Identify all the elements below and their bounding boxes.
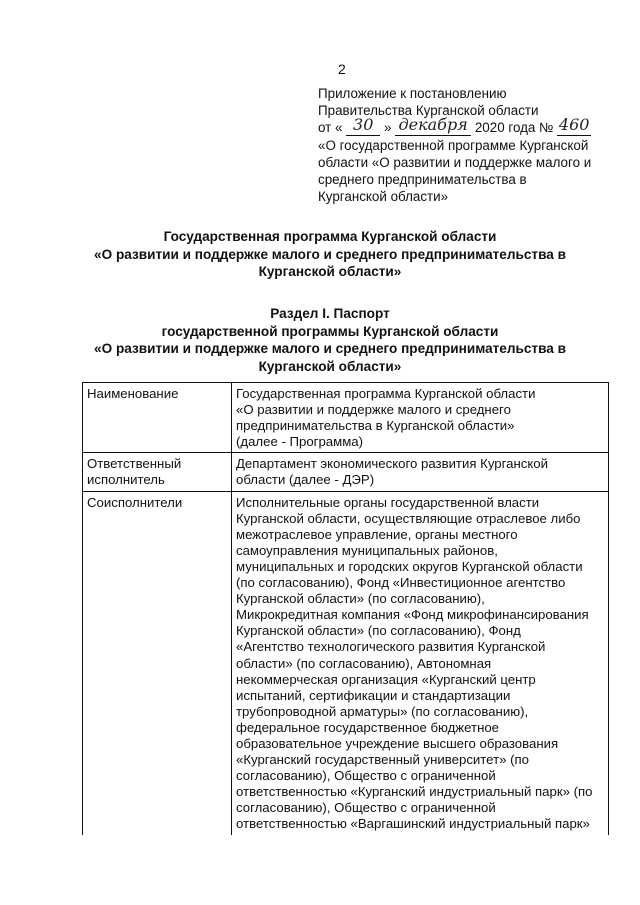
row-value-line: «Агентство технологического развития Курганской bbox=[236, 639, 546, 655]
appendix-line: среднего предпринимательства в bbox=[318, 172, 527, 188]
row-value-line: муниципальных и городских округов Курганской области bbox=[236, 558, 583, 574]
row-value-line: Курганской области, осуществляющие отраслевое либо bbox=[236, 510, 581, 526]
table-row bbox=[83, 491, 609, 834]
row-value-line: (по согласованию), Фонд «Инвестиционное агентство bbox=[236, 575, 566, 591]
table-row bbox=[83, 383, 609, 453]
row-value-line: межотраслевое управление, органы местного bbox=[236, 526, 518, 542]
appendix-line: Курганской области» bbox=[318, 189, 449, 205]
row-value-line: Курганской области» (по согласованию), Фонд bbox=[236, 623, 521, 639]
appendix-line: Приложение к постановлению bbox=[318, 86, 507, 101]
row-value bbox=[232, 491, 609, 834]
row-value bbox=[232, 383, 609, 453]
passport-table bbox=[82, 382, 609, 835]
title-line: Курганской области» bbox=[258, 264, 402, 280]
section-line: Раздел I. Паспорт bbox=[270, 306, 390, 321]
row-value-line: Исполнительные органы государственной власти bbox=[236, 494, 540, 510]
appendix-line: области «О развитии и поддержке малого и bbox=[318, 154, 592, 170]
handwritten-number: 460 bbox=[558, 115, 590, 135]
row-value-line: «Курганский государственный университет» (по bbox=[236, 752, 529, 768]
section-line: государственной программы Курганской области bbox=[161, 323, 499, 339]
handwritten-month: декабря bbox=[398, 115, 468, 135]
table-row bbox=[83, 453, 609, 491]
row-value-line: области (далее - ДЭР) bbox=[236, 472, 375, 488]
date-prefix: от « bbox=[318, 120, 343, 136]
row-value-line: ответственностью «Варгашинский индустриальный парк» bbox=[236, 816, 590, 832]
row-label-line: Соисполнители bbox=[87, 494, 183, 510]
handwritten-day: 30 bbox=[353, 115, 374, 135]
title-line: Государственная программа Курганской области bbox=[163, 229, 497, 244]
month-blank bbox=[395, 115, 471, 136]
row-value-line: Департамент экономического развития Курганской bbox=[236, 456, 548, 472]
appendix-line: «О государственной программе Курганской bbox=[318, 137, 589, 153]
row-value-line: некоммерческая организация «Курганский центр bbox=[236, 671, 536, 687]
section-line: «О развитии и поддержке малого и среднего предпринимательства в bbox=[94, 341, 566, 357]
row-value bbox=[232, 453, 609, 491]
row-value-line: Государственная программа Курганской области bbox=[236, 386, 536, 401]
row-value-line: согласованию), Общество с ограниченной bbox=[236, 768, 496, 784]
row-value-line: предпринимательства в Курганской области» bbox=[236, 418, 515, 434]
row-value-line: области» (по согласованию), Автономная bbox=[236, 655, 492, 671]
row-value-line: ответственностью «Курганский индустриальный парк» (по bbox=[236, 784, 593, 800]
row-label bbox=[83, 491, 232, 834]
appendix-date-line bbox=[318, 115, 618, 136]
row-value-line: испытаний, сертификации и стандартизации bbox=[236, 687, 511, 703]
row-label-line: Ответственный bbox=[87, 456, 182, 472]
section-line: Курганской области» bbox=[258, 358, 402, 374]
year-text: 2020 года № bbox=[474, 120, 554, 136]
row-value-line: «О развитии и поддержке малого и среднего bbox=[236, 402, 511, 418]
passport-table-body bbox=[83, 383, 609, 835]
page-number: 2 bbox=[338, 61, 346, 77]
row-value-line: (далее - Программа) bbox=[236, 434, 363, 450]
row-value-line: согласованию), Общество с ограниченной bbox=[236, 800, 496, 816]
row-label bbox=[83, 383, 232, 453]
date-mid: » bbox=[383, 120, 392, 136]
number-blank bbox=[557, 115, 591, 136]
row-label-line: исполнитель bbox=[87, 472, 165, 488]
day-blank bbox=[346, 115, 380, 136]
appendix-note bbox=[318, 85, 618, 205]
row-value-line: Микрокредитная компания «Фонд микрофинансирования bbox=[236, 607, 589, 623]
row-value-line: Курганской области» (по согласованию), bbox=[236, 591, 485, 607]
row-value-line: трубопроводной арматуры» (по согласованию), bbox=[236, 703, 529, 719]
program-title bbox=[60, 228, 600, 281]
row-value-line: образовательное учреждение высшего образования bbox=[236, 735, 559, 751]
appendix-line: Правительства Курганской области bbox=[318, 103, 539, 119]
row-value-line: самоуправления муниципальных районов, bbox=[236, 542, 498, 558]
title-line: «О развитии и поддержке малого и среднего предпринимательства в bbox=[94, 246, 566, 262]
row-label bbox=[83, 453, 232, 491]
row-value-line: федеральное государственное бюджетное bbox=[236, 719, 500, 735]
row-label-line: Наименование bbox=[87, 386, 179, 401]
section-title bbox=[60, 305, 600, 375]
